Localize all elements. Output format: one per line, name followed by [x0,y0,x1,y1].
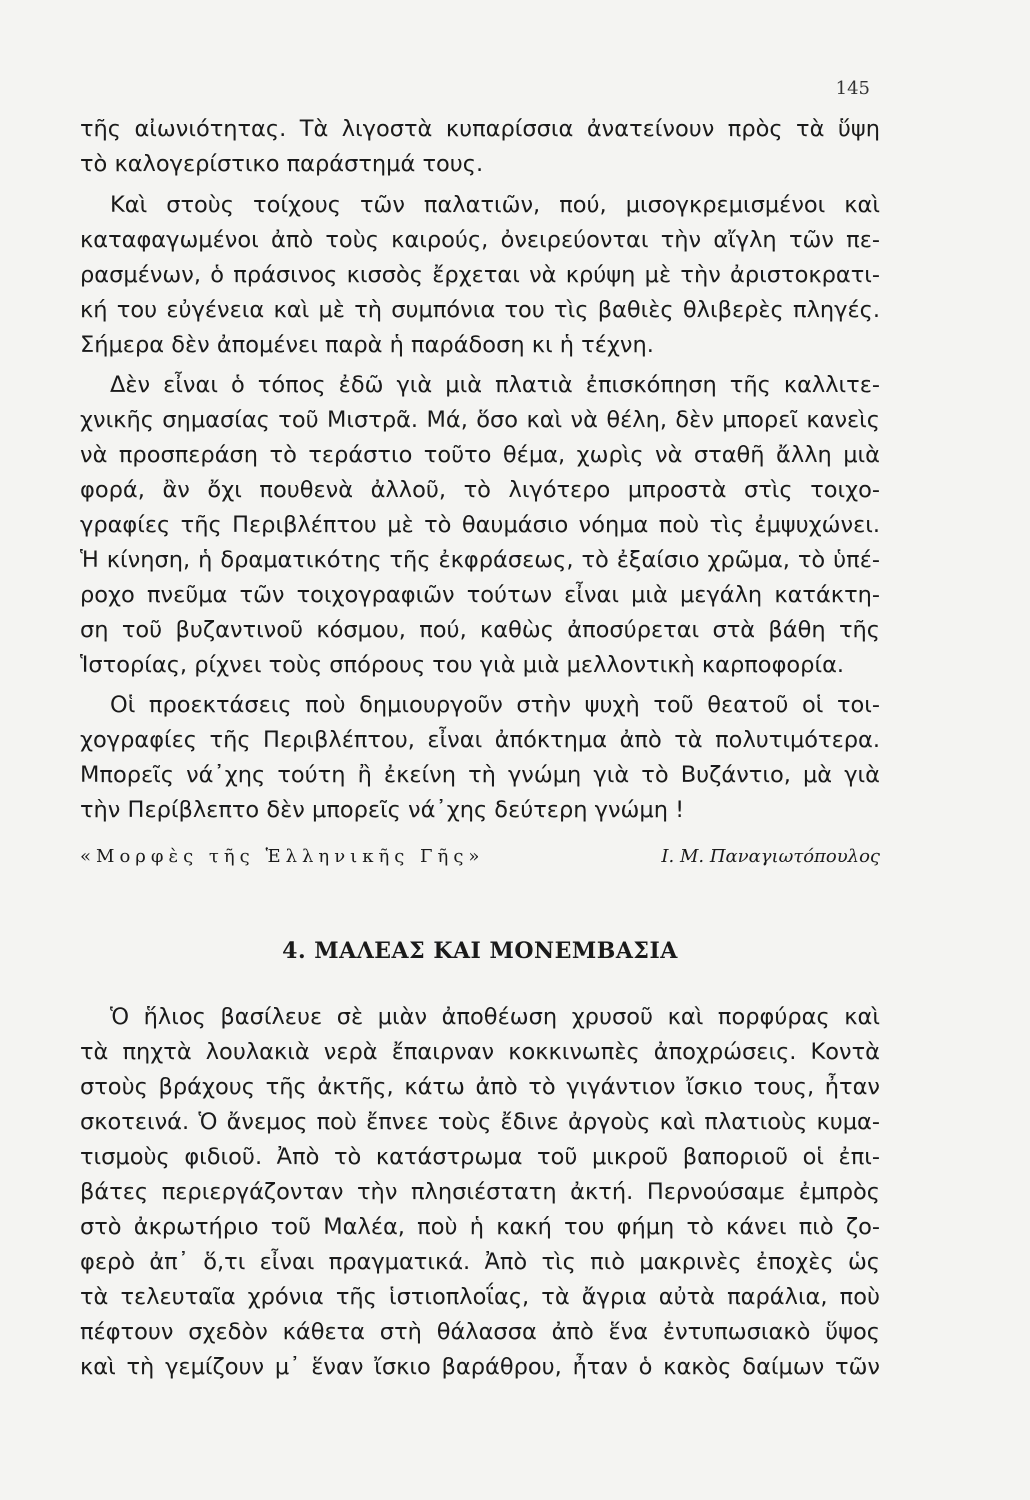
text-line: Ὁ ἥλιος βασίλευε σὲ μιὰν ἀποθέωση χρυσοῦ καὶ πορφύρας καὶ [110,1004,880,1030]
text-line: τῆς αἰωνιότητας. Τὰ λιγοστὰ κυπαρίσσια ἀνατείνουν πρὸς τὰ ὕψη [80,116,880,142]
text-line: στοὺς βράχους τῆς ἀκτῆς, κάτω ἀπὸ τὸ γιγάντιον ἴσκιο τους, ἦταν [80,1074,880,1100]
text-line: χογραφίες τῆς Περιβλέπτου, εἶναι ἀπόκτημα ἀπὸ τὰ πολυτιμότερα. [80,727,880,753]
text-line: φορά, ἂν ὄχι πουθενὰ ἀλλοῦ, τὸ λιγότερο μπροστὰ στὶς τοιχο- [80,477,880,503]
text-line: τὰ πηχτὰ λουλακιὰ νερὰ ἔπαιρναν κοκκινωπὲς ἀποχρώσεις. Κοντὰ [80,1039,880,1065]
text-line: Μπορεῖς νά᾿χης τούτη ἢ ἐκείνη τὴ γνώμη γιὰ τὸ Βυζάντιο, μὰ γιὰ [80,762,880,788]
text-line: φερὸ ἀπ᾿ ὅ,τι εἶναι πραγματικά. Ἀπὸ τὶς πιὸ μακρινὲς ἐποχὲς ὡς [80,1249,880,1275]
text-line: νὰ προσπεράση τὸ τεράστιο τοῦτο θέμα, χωρὶς νὰ σταθῆ ἄλλη μιὰ [80,442,880,468]
text-line: Σήμερα δὲν ἀπομένει παρὰ ἡ παράδοση κι ἡ τέχνη. [80,332,654,358]
citation [80,840,880,874]
text-line: Ἡ κίνηση, ἡ δραματικότης τῆς ἐκφράσεως, τὸ ἐξαίσιο χρῶμα, τὸ ὑπέ- [80,547,880,573]
citation-author: Ι. Μ. Παναγιωτόπουλος [661,846,880,867]
text-line: γραφίες τῆς Περιβλέπτου μὲ τὸ θαυμάσιο νόημα ποὺ τὶς ἐμψυχώνει. [80,512,880,538]
text-line: καὶ τὴ γεμίζουν μ᾿ ἕναν ἴσκιο βαράθρου, ἦταν ὁ κακὸς δαίμων τῶν [80,1354,880,1380]
text-line: τὰ τελευταῖα χρόνια τῆς ἱστιοπλοΐας, τὰ ἄγρια αὐτὰ παράλια, ποὺ [80,1284,880,1310]
text-line: σκοτεινά. Ὁ ἄνεμος ποὺ ἔπνεε τοὺς ἔδινε ἀργοὺς καὶ πλατιοὺς κυμα- [80,1109,880,1135]
text-line: ση τοῦ βυζαντινοῦ κόσμου, πού, καθὼς ἀποσύρεται στὰ βάθη τῆς [80,617,880,643]
text-line: τὸ καλογερίστικο παράστημά τους. [80,151,484,177]
text-line: τισμοὺς φιδιοῦ. Ἀπὸ τὸ κατάστρωμα τοῦ μικροῦ βαποριοῦ οἱ ἐπι- [80,1144,880,1170]
page-number: 145 [835,78,870,99]
text-line: Καὶ στοὺς τοίχους τῶν παλατιῶν, πού, μισογκρεμισμένοι καὶ [110,192,880,218]
text-line: τὴν Περίβλεπτο δὲν μπορεῖς νά᾿χης δεύτερη γνώμη ! [80,797,685,823]
text-line: ρασμένων, ὁ πράσινος κισσὸς ἔρχεται νὰ κρύψη μὲ τὴν ἀριστοκρατι- [80,262,880,288]
text-line: Ἱστορίας, ρίχνει τοὺς σπόρους του γιὰ μιὰ μελλοντικὴ καρποφορία. [80,652,845,678]
section-heading: 4. ΜΑΛΕΑΣ ΚΑΙ ΜΟΝΕΜΒΑΣΙΑ [282,938,678,964]
text-line: Οἱ προεκτάσεις ποὺ δημιουργοῦν στὴν ψυχὴ τοῦ θεατοῦ οἱ τοι- [110,692,880,718]
text-line: βάτες περιεργάζονταν τὴν πλησιέστατη ἀκτή. Περνούσαμε ἐμπρὸς [80,1179,880,1205]
text-line: χνικῆς σημασίας τοῦ Μιστρᾶ. Μά, ὅσο καὶ νὰ θέλη, δὲν μπορεῖ κανεὶς [80,407,880,433]
text-line: Δὲν εἶναι ὁ τόπος ἐδῶ γιὰ μιὰ πλατιὰ ἐπισκόπηση τῆς καλλιτε- [110,372,880,398]
text-line: κή του εὐγένεια καὶ μὲ τὴ συμπόνια του τὶς βαθιὲς θλιβερὲς πληγές. [80,297,880,323]
text-line: στὸ ἀκρωτήριο τοῦ Μαλέα, ποὺ ἡ κακή του φήμη τὸ κάνει πιὸ ζο- [80,1214,880,1240]
text-line: καταφαγωμένοι ἀπὸ τοὺς καιρούς, ὀνειρεύονται τὴν αἴγλη τῶν πε- [80,227,880,253]
text-line: ροχο πνεῦμα τῶν τοιχογραφιῶν τούτων εἶναι μιὰ μεγάλη κατάκτη- [80,582,880,608]
text-line: πέφτουν σχεδὸν κάθετα στὴ θάλασσα ἀπὸ ἕνα ἐντυπωσιακὸ ὕψος [80,1319,880,1345]
citation-source: «Μορφὲς τῆς Ἑλληνικῆς Γῆς» [80,846,485,867]
